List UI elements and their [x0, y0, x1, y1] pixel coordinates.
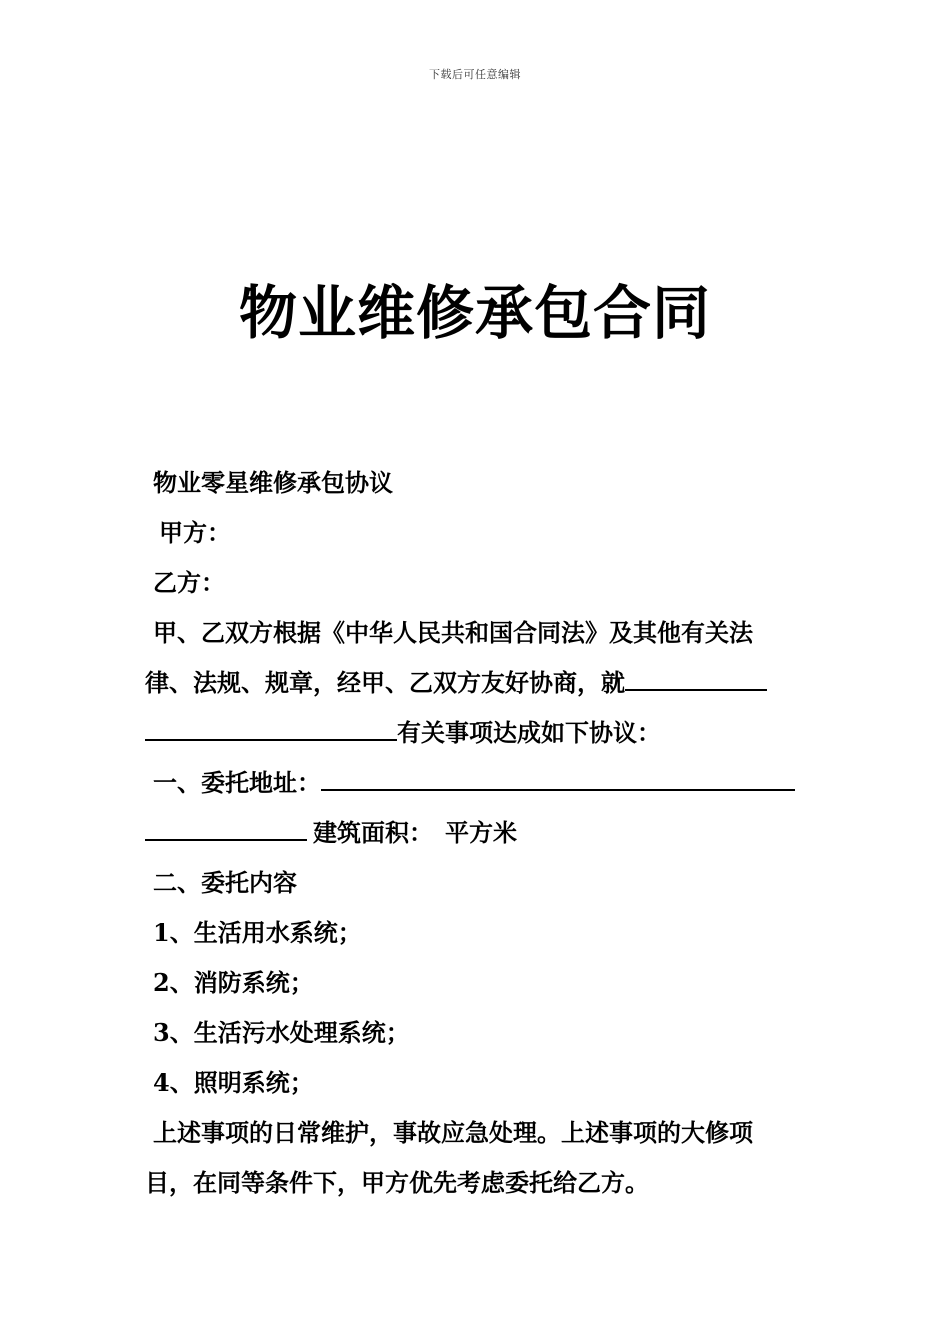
content-item: 4、照明系统； [153, 1068, 314, 1097]
intro-line-2-text: 律、法规、规章，经甲、乙双方友好协商，就 [145, 668, 625, 697]
address-blank-1 [321, 759, 795, 791]
section-1-label: 一、委托地址： [153, 768, 321, 797]
intro-paragraph-line-1: 甲、乙双方根据《中华人民共和国合同法》及其他有关法 [153, 618, 753, 647]
closing-paragraph-line-2: 目，在同等条件下，甲方优先考虑委托给乙方。 [145, 1168, 649, 1197]
section-1-line [145, 758, 810, 808]
matter-blank-2 [145, 709, 397, 741]
document-title: 物业维修承包合同 [238, 279, 711, 347]
area-unit: 平方米 [445, 818, 517, 847]
intro-paragraph-line-2 [145, 658, 810, 708]
party-a-label: 甲方： [159, 518, 231, 547]
document-body [145, 458, 810, 1208]
closing-paragraph-line-1: 上述事项的日常维护，事故应急处理。上述事项的大修项 [153, 1118, 753, 1147]
agreement-subtitle: 物业零星维修承包协议 [153, 468, 393, 497]
intro-paragraph-line-3 [145, 708, 810, 758]
area-label: 建筑面积： [313, 818, 433, 847]
content-item: 3、生活污水处理系统； [153, 1018, 410, 1047]
party-b-label: 乙方： [153, 568, 225, 597]
content-item: 1、生活用水系统； [153, 918, 362, 947]
area-line [145, 808, 810, 858]
intro-line-3-text: 有关事项达成如下协议： [397, 718, 661, 747]
content-item: 2、消防系统； [153, 968, 314, 997]
matter-blank-1 [625, 659, 767, 691]
address-blank-2 [145, 809, 307, 841]
page-header-note: 下载后可任意编辑 [429, 68, 521, 81]
section-2-label: 二、委托内容 [153, 868, 297, 897]
